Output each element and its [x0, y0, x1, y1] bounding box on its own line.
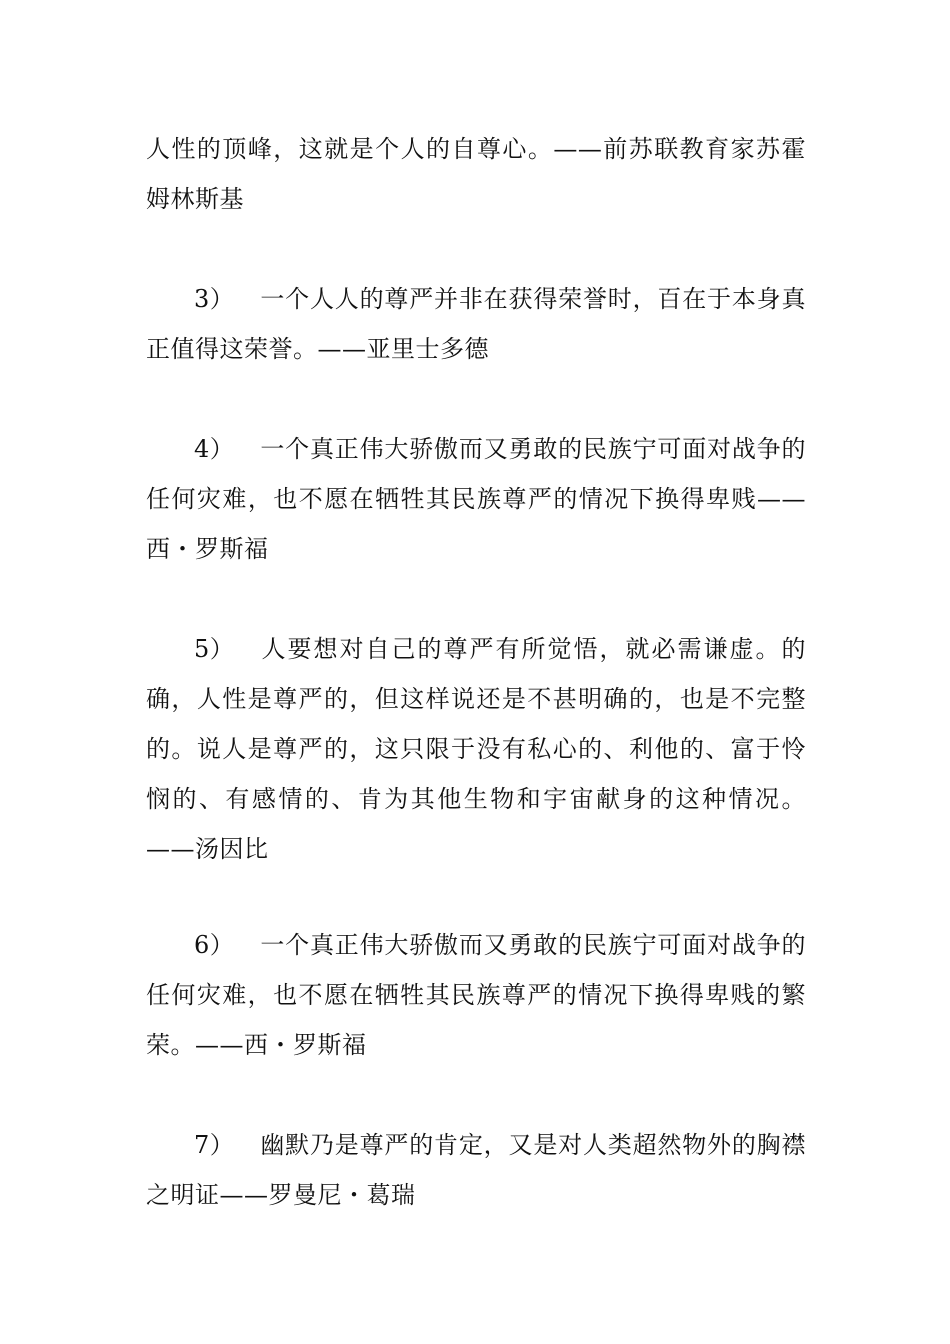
quote-text: 人要想对自己的尊严有所觉悟，就必需谦虚。的确，人性是尊严的，但这样说还是不甚明确的，也是不完整的。说人是尊严的，这只限于没有私心的、利他的、富于怜悯的、有感情的、肯为其他生物和宇宙献身的这种情况。——汤因比 — [146, 635, 806, 863]
quote-text: 一个人人的尊严并非在获得荣誉时，百在于本身真正值得这荣誉。——亚里士多德 — [146, 285, 806, 363]
quote-paragraph-5 — [146, 624, 806, 874]
quote-number: 6） — [194, 931, 235, 959]
quote-paragraph-7 — [146, 1120, 806, 1220]
quote-text: 幽默乃是尊严的肯定，又是对人类超然物外的胸襟之明证——罗曼尼・葛瑞 — [146, 1131, 806, 1209]
quote-text: 人性的顶峰，这就是个人的自尊心。——前苏联教育家苏霍姆林斯基 — [146, 135, 806, 213]
quote-number: 7） — [194, 1131, 235, 1159]
quote-number: 5） — [194, 635, 235, 663]
quote-number: 3） — [194, 285, 235, 313]
quote-text: 一个真正伟大骄傲而又勇敢的民族宁可面对战争的任何灾难，也不愿在牺牲其民族尊严的情况下换得卑贱的繁荣。——西・罗斯福 — [146, 931, 806, 1059]
quote-paragraph-3 — [146, 274, 806, 374]
quote-paragraph-4 — [146, 424, 806, 574]
quote-paragraph-continued — [146, 124, 806, 224]
quote-paragraph-6 — [146, 920, 806, 1070]
quote-number: 4） — [194, 435, 235, 463]
quote-text: 一个真正伟大骄傲而又勇敢的民族宁可面对战争的任何灾难，也不愿在牺牲其民族尊严的情况下换得卑贱——西・罗斯福 — [146, 435, 806, 563]
